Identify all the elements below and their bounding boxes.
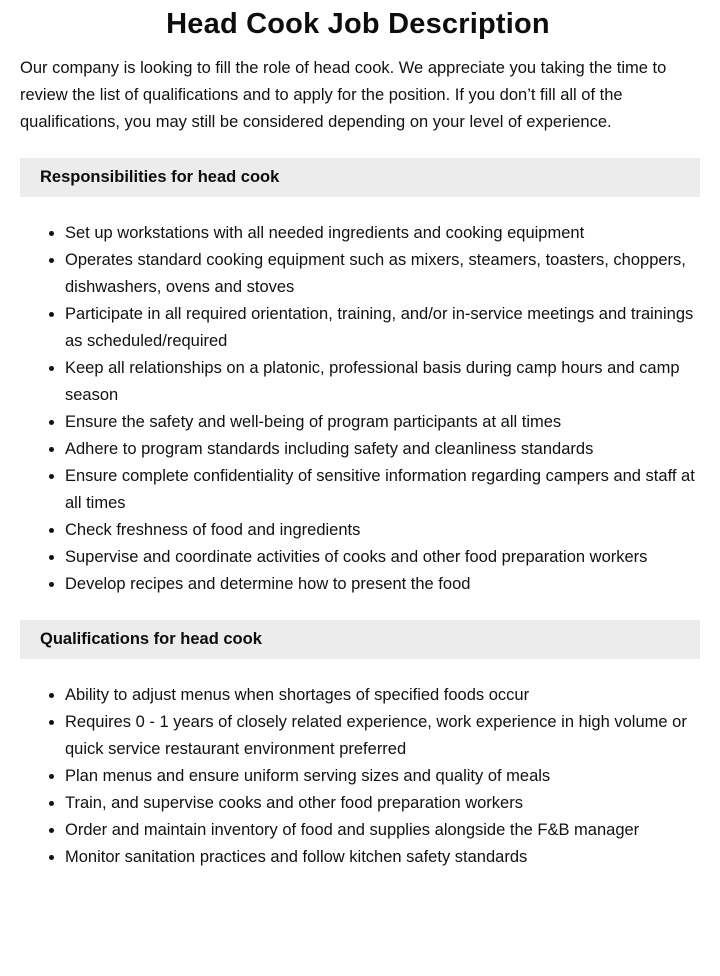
list-item: Adhere to program standards including safety and cleanliness standards (65, 436, 696, 463)
list-item: Supervise and coordinate activities of cooks and other food preparation workers (65, 544, 696, 571)
list-item: Participate in all required orientation, training, and/or in-service meetings and trainings as scheduled/required (65, 301, 696, 355)
responsibilities-list (20, 220, 696, 598)
list-item: Keep all relationships on a platonic, professional basis during camp hours and camp season (65, 355, 696, 409)
section-header-responsibilities: Responsibilities for head cook (20, 158, 700, 197)
list-item: Check freshness of food and ingredients (65, 517, 696, 544)
list-item: Requires 0 - 1 years of closely related experience, work experience in high volume or quick service restaurant environment preferred (65, 709, 696, 763)
list-item: Set up workstations with all needed ingredients and cooking equipment (65, 220, 696, 247)
list-item: Operates standard cooking equipment such as mixers, steamers, toasters, choppers, dishwashers, ovens and stoves (65, 247, 696, 301)
list-item: Plan menus and ensure uniform serving sizes and quality of meals (65, 763, 696, 790)
list-item: Order and maintain inventory of food and supplies alongside the F&B manager (65, 817, 696, 844)
page-title: Head Cook Job Description (166, 8, 550, 40)
section-header-qualifications: Qualifications for head cook (20, 620, 700, 659)
list-item: Ability to adjust menus when shortages of specified foods occur (65, 682, 696, 709)
intro-paragraph: Our company is looking to fill the role of head cook. We appreciate you taking the time to review the list of qualifications and to apply for the position. If you don’t fill all of the qualifications, you may still be considered depending on your level of experience. (20, 59, 667, 131)
list-item: Train, and supervise cooks and other food preparation workers (65, 790, 696, 817)
list-item: Develop recipes and determine how to present the food (65, 571, 696, 598)
list-item: Ensure complete confidentiality of sensitive information regarding campers and staff at all times (65, 463, 696, 517)
qualifications-list (20, 682, 696, 871)
list-item: Monitor sanitation practices and follow kitchen safety standards (65, 844, 696, 871)
list-item: Ensure the safety and well-being of program participants at all times (65, 409, 696, 436)
